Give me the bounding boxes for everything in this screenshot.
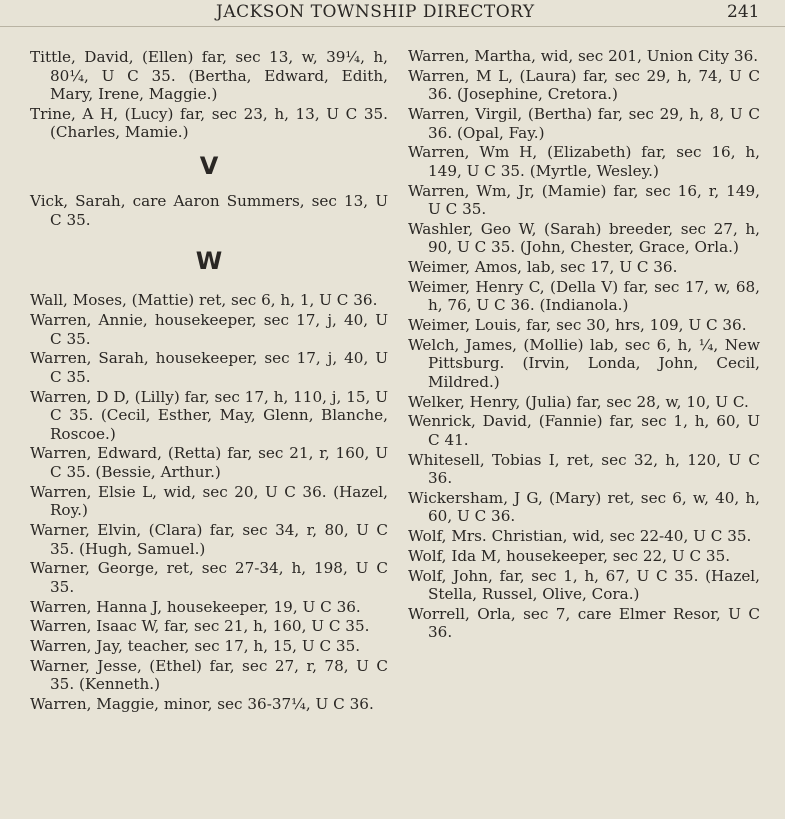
directory-entry: Wolf, Mrs. Christian, wid, sec 22-40, U C 35. — [408, 527, 752, 546]
directory-entry: Warren, Maggie, minor, sec 36-37¼, U C 36. — [30, 694, 374, 713]
directory-entry: Weimer, Amos, lab, sec 17, U C 36. — [408, 258, 678, 277]
directory-entry: Warren, Elsie L, wid, sec 20, U C 36. (Hazel, Roy.) — [30, 482, 388, 520]
right-column — [408, 47, 760, 643]
directory-entry: Warner, George, ret, sec 27-34, h, 198, U C 35. — [30, 559, 388, 596]
directory-entry: Warren, Martha, wid, sec 201, Union City 36. — [408, 47, 759, 65]
directory-entry: Worrell, Orla, sec 7, care Elmer Resor, U C 36. — [408, 604, 760, 642]
directory-entry: Wickersham, J G, (Mary) ret, sec 6, w, 40, h, 60, U C 36. — [408, 488, 760, 526]
page-number: 241 — [727, 2, 760, 22]
directory-entry: Warren, Sarah, housekeeper, sec 17, j, 40, U C 35. — [30, 349, 388, 386]
page-title: JACKSON TOWNSHIP DIRECTORY — [216, 2, 535, 22]
directory-entry: Warner, Jesse, (Ethel) far, sec 27, r, 78, U C 35. (Kenneth.) — [30, 656, 388, 694]
section-letter-v: V — [199, 152, 219, 181]
directory-entry: Weimer, Henry C, (Della V) far, sec 17, w, 68, h, 76, U C 36. (Indianola.) — [408, 277, 760, 315]
directory-entry: Washler, Geo W, (Sarah) breeder, sec 27, h, 90, U C 35. (John, Chester, Grace, Orla.) — [408, 219, 760, 257]
directory-entry: Weimer, Louis, far, sec 30, hrs, 109, U C 36. — [408, 316, 747, 335]
directory-entry: Whitesell, Tobias I, ret, sec 32, h, 120, U C 36. — [408, 450, 760, 488]
directory-entry: Wenrick, David, (Fannie) far, sec 1, h, 60, U C 41. — [408, 412, 760, 449]
page-header — [0, 0, 785, 27]
directory-entry: Wolf, John, far, sec 1, h, 67, U C 35. (Hazel, Stella, Russel, Olive, Cora.) — [408, 566, 760, 604]
directory-entry: Warren, Wm H, (Elizabeth) far, sec 16, h, 149, U C 35. (Myrtle, Wesley.) — [408, 143, 760, 180]
directory-entry: Warren, Jay, teacher, sec 17, h, 15, U C 35. — [30, 636, 361, 655]
directory-entry: Warren, Edward, (Retta) far, sec 21, r, 160, U C 35. (Bessie, Arthur.) — [30, 444, 388, 481]
directory-entry: Welch, James, (Mollie) lab, sec 6, h, ¼, New Pittsburg. (Irvin, Londa, John, Cecil, Mildred.) — [408, 335, 760, 391]
directory-entry: Warren, Isaac W, far, sec 21, h, 160, U C 35. — [30, 617, 370, 636]
section-letter-w: W — [195, 247, 223, 276]
directory-entry: Wall, Moses, (Mattie) ret, sec 6, h, 1, U C 36. — [30, 291, 378, 310]
directory-entry: Warren, D D, (Lilly) far, sec 17, h, 110, j, 15, U C 35. (Cecil, Esther, May, Glenn, Blanche, Roscoe.) — [30, 387, 388, 443]
directory-entry: Warren, Virgil, (Bertha) far, sec 29, h, 8, U C 36. (Opal, Fay.) — [408, 104, 760, 142]
directory-entry: Warren, Wm, Jr, (Mamie) far, sec 16, r, 149, U C 35. — [408, 181, 760, 219]
directory-entry: Tittle, David, (Ellen) far, sec 13, w, 39¼, h, 80¼, U C 35. (Bertha, Edward, Edith, Mary, Irene, Maggie.) — [30, 48, 388, 104]
directory-entry: Trine, A H, (Lucy) far, sec 23, h, 13, U C 35. (Charles, Mamie.) — [30, 104, 388, 142]
directory-entry: Warren, Annie, housekeeper, sec 17, j, 40, U C 35. — [30, 310, 388, 348]
directory-entry: Wolf, Ida M, housekeeper, sec 22, U C 35. — [408, 546, 731, 565]
left-column — [30, 48, 388, 715]
directory-entry: Warren, Hanna J, housekeeper, 19, U C 36. — [30, 597, 361, 616]
directory-entry: Welker, Henry, (Julia) far, sec 28, w, 10, U C. — [408, 392, 749, 411]
directory-entry: Warner, Elvin, (Clara) far, sec 34, r, 80, U C 35. (Hugh, Samuel.) — [30, 520, 388, 558]
directory-entry: Vick, Sarah, care Aaron Summers, sec 13, U C 35. — [30, 192, 388, 229]
directory-entry: Warren, M L, (Laura) far, sec 29, h, 74, U C 36. (Josephine, Cretora.) — [408, 66, 760, 104]
